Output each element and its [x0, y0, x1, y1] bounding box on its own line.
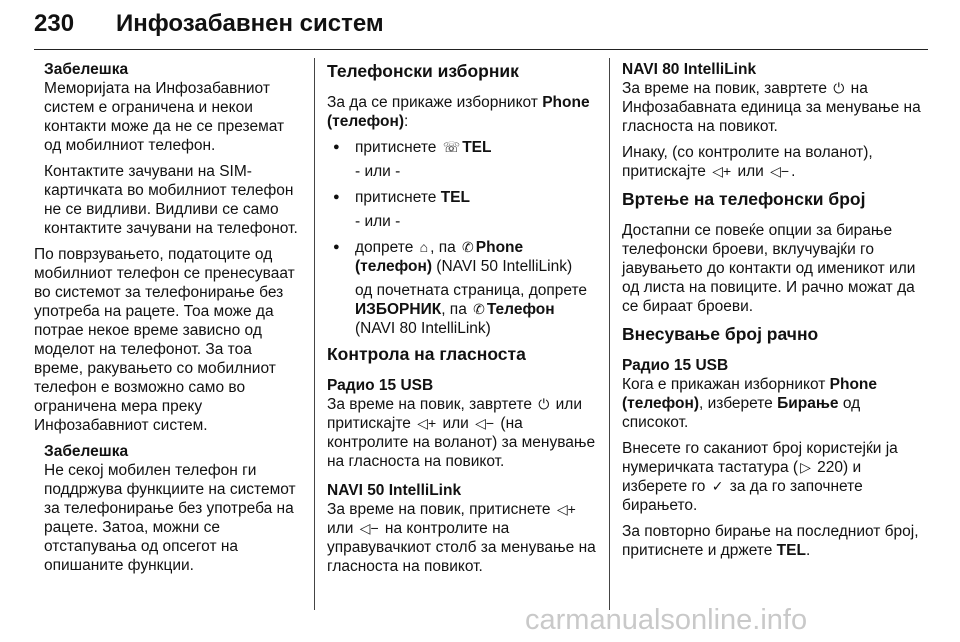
heading-volume-control: Контрола на гласноста: [327, 344, 526, 364]
heading-navi-50: NAVI 50 IntelliLink: [327, 482, 462, 499]
volume-up-icon: ◁+: [417, 415, 437, 431]
column-1: [34, 60, 304, 582]
phone-menu-intro: За да се прикаже изборникот Phone (телефон):: [327, 94, 590, 130]
dialing-text: Достапни се повеќе опции за бирање телефонски броеви, вклучувајќи го јавувањето до контакти од именикот или од листа на повиците. И рачно можат да се бираат броеви.: [622, 222, 916, 315]
rotary-knob-icon: ⏻: [538, 396, 550, 412]
phone-icon: ☏: [442, 139, 461, 155]
column-divider-1: [314, 58, 315, 610]
note-1: [34, 60, 304, 238]
note-2-text: Не секој мобилен телефон ги поддржува функциите на системот за телефонирање без употреба на рацете. Затоа, можни се отстапувања од опсегот на опишаните функции.: [44, 462, 296, 574]
navi80-volume-text: За време на повик, завртете ⏻ на Инфозабавната единица за менување на гласноста на повикот.: [622, 80, 921, 135]
page-reference-icon: ▷: [800, 459, 811, 475]
list-item: ● допрете ⌂ , па ✆ Phone (телефон) (NAVI 50 IntelliLink): [327, 238, 597, 276]
page-number: 230: [34, 10, 75, 37]
body-paragraph: По поврзувањето, податоците од мобилниот телефон се пренесуваат во системот за телефонирање без употреба на рацете. Тоа може да потрае некое време зависно од моделот на телефонот. За тоа време, ракувањето со мобилниот телефон е возможно само во ограничена мера преку Инфозабавниот систем.: [34, 246, 295, 434]
volume-up-icon: ◁+: [556, 501, 576, 517]
volume-down-icon: ◁−: [770, 163, 790, 179]
radio-volume-text: За време на повик, завртете ⏻ или притискајте ◁+ или ◁− (на контролите на воланот) за менување на гласноста на повикот.: [327, 396, 596, 470]
heading-navi-80: NAVI 80 IntelliLink: [622, 61, 757, 78]
list-item: ● притиснете ☏ TEL: [327, 138, 597, 157]
column-divider-2: [609, 58, 610, 610]
list-item: ● притиснете TEL: [327, 188, 597, 207]
note-1-title: Забелешка: [44, 61, 129, 78]
column-2: [327, 60, 597, 583]
navi50-volume-text: За време на повик, притиснете ◁+ или ◁− на контролите на управувачкиот столб за менување на гласноста на повикот.: [327, 501, 596, 575]
header-divider: [34, 49, 928, 50]
volume-up-icon: ◁+: [712, 163, 732, 179]
heading-manual-entry: Внесување број рачно: [622, 324, 819, 344]
call-icon: ✓: [711, 478, 724, 494]
handset-icon: ✆: [462, 239, 474, 255]
column-3: [622, 60, 922, 567]
page-title: Инфозабавнен систем: [116, 10, 384, 37]
rotary-knob-icon: ⏻: [833, 80, 845, 96]
volume-down-icon: ◁−: [359, 520, 379, 536]
note-2: [34, 442, 304, 575]
note-1-text-2: Контактите зачувани на SIM-картичката во мобилниот телефон не се видливи. Видливи се само контактите зачувани на телефонот.: [44, 163, 298, 237]
select-dial-text: Кога е прикажан изборникот Phone (телефон), изберете Бирање од списокот.: [622, 376, 878, 431]
redial-text: За повторно бирање на последниот број, притиснете и држете TEL.: [622, 523, 919, 559]
page-header: [34, 4, 928, 48]
phone-menu-options: [327, 138, 597, 338]
watermark: carmanualsonline.info: [525, 604, 808, 636]
steering-volume-text: Инаку, (со контролите на воланот), притискајте ◁+ или ◁− .: [622, 144, 873, 180]
heading-radio-15-usb: Радио 15 USB: [327, 377, 434, 394]
heading-dialing: Вртење на телефонски број: [622, 189, 866, 209]
note-1-text-1: Меморијата на Инфозабавниот систем е ограничена и некои контакти може да не се преземат од мобилниот телефон.: [44, 80, 285, 154]
heading-phone-menu: Телефонски изборник: [327, 61, 519, 81]
list-item-subtext: од почетната страница, допрете ИЗБОРНИК, па ✆ Телефон (NAVI 80 IntelliLink): [355, 282, 588, 337]
home-icon: ⌂: [419, 239, 429, 255]
or-separator: - или -: [355, 213, 401, 230]
note-2-title: Забелешка: [44, 443, 129, 460]
or-separator: - или -: [355, 163, 401, 180]
handset-icon: ✆: [473, 301, 485, 317]
heading-radio-15-usb: Радио 15 USB: [622, 357, 729, 374]
enter-number-text: Внесете го саканиот број користејќи ја нумеричката тастатура ( ▷ 220) и изберете го ✓ за да го започнете бирањето.: [622, 440, 898, 514]
volume-down-icon: ◁−: [475, 415, 495, 431]
